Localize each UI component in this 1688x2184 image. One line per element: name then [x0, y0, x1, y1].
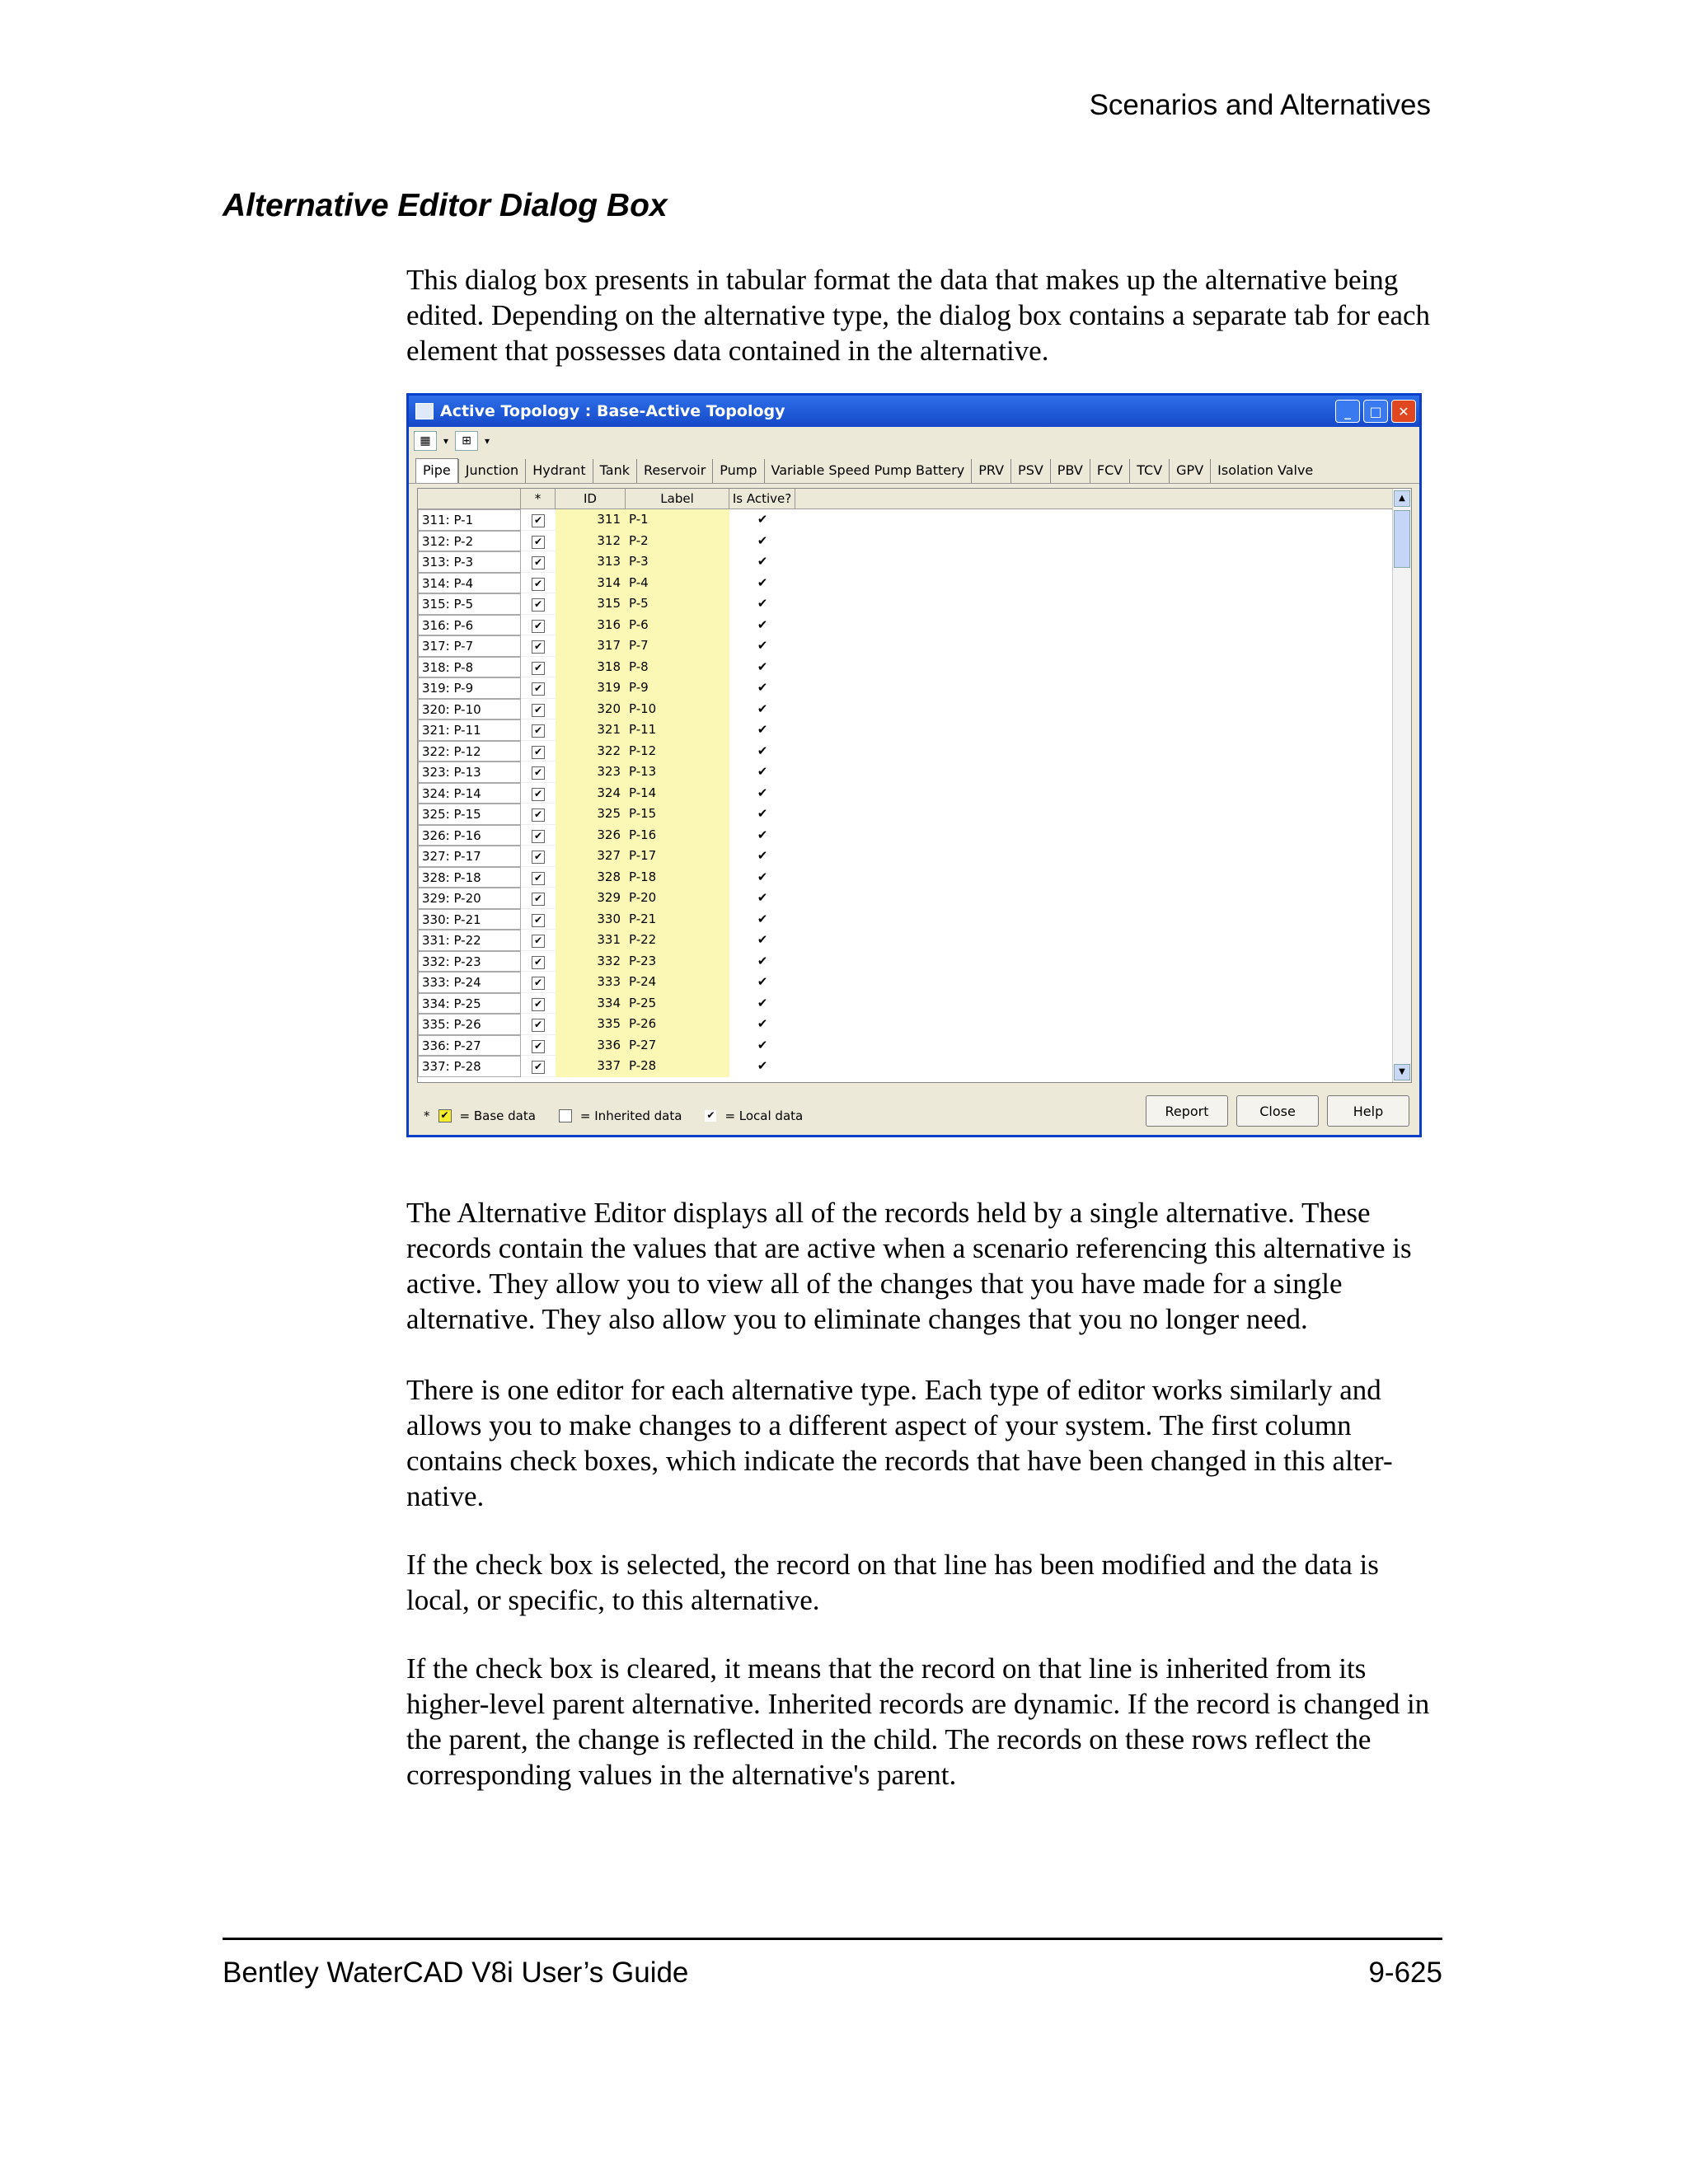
row-header[interactable]: 334: P-25	[418, 993, 521, 1015]
modified-checkbox-cell	[521, 825, 556, 846]
modified-checkbox-cell	[521, 1056, 556, 1077]
is-active-cell	[729, 993, 795, 1015]
is-active-cell	[729, 677, 795, 699]
label-cell: P-16	[626, 825, 729, 846]
is-active-checkbox[interactable]: ✔	[757, 532, 768, 548]
modified-checkbox[interactable]: ✔	[532, 578, 545, 591]
is-active-cell	[729, 531, 795, 552]
table-row[interactable]	[418, 930, 1411, 951]
intro-paragraph: This dialog box presents in tabular format the data that makes up the alternative being edited. Depending on the alternative type, the dialog box contains a separate tab for each element that possesses data contained in the alternative.	[406, 264, 1431, 367]
row-header[interactable]: 325: P-15	[418, 804, 521, 825]
row-header[interactable]: 319: P-9	[418, 677, 521, 699]
is-active-checkbox[interactable]: ✔	[757, 911, 768, 926]
tab-psv[interactable]: PSV	[1010, 459, 1050, 483]
table-row[interactable]	[418, 1056, 1411, 1077]
tab-gpv[interactable]: GPV	[1169, 459, 1210, 483]
id-cell: 332	[556, 951, 626, 972]
id-cell: 311	[556, 509, 626, 531]
modified-checkbox[interactable]: ✔	[532, 766, 545, 780]
is-active-cell	[729, 888, 795, 909]
is-active-checkbox[interactable]: ✔	[757, 764, 768, 779]
dialog-title: Active Topology : Base-Active Topology	[440, 402, 785, 420]
modified-checkbox[interactable]: ✔	[532, 1040, 545, 1053]
minimize-button[interactable]: _	[1335, 400, 1360, 423]
modified-checkbox[interactable]: ✔	[532, 536, 545, 549]
id-cell: 320	[556, 699, 626, 720]
row-header[interactable]: 324: P-14	[418, 783, 521, 804]
table-row[interactable]	[418, 677, 1411, 699]
is-active-cell	[729, 593, 795, 615]
is-active-checkbox[interactable]: ✔	[757, 680, 768, 695]
is-active-cell	[729, 1035, 795, 1057]
legend-base-label: = Base data	[459, 1108, 536, 1123]
modified-checkbox[interactable]: ✔	[532, 598, 545, 612]
close-button[interactable]: Close	[1236, 1095, 1319, 1127]
id-cell: 314	[556, 573, 626, 594]
is-active-cell	[729, 615, 795, 636]
label-cell: P-22	[626, 930, 729, 951]
table-row[interactable]	[418, 699, 1411, 720]
is-active-checkbox[interactable]: ✔	[757, 869, 768, 884]
modified-checkbox[interactable]: ✔	[532, 640, 545, 654]
is-active-cell	[729, 804, 795, 825]
label-cell: P-7	[626, 635, 729, 657]
inherited-data-checkbox-icon	[559, 1109, 572, 1122]
table-row[interactable]	[418, 1014, 1411, 1035]
id-cell: 328	[556, 867, 626, 888]
is-active-checkbox[interactable]: ✔	[757, 616, 768, 632]
alternative-editor-dialog	[406, 393, 1422, 1137]
modified-checkbox-cell	[521, 719, 556, 741]
id-cell: 327	[556, 846, 626, 867]
modified-column-header[interactable]: *	[521, 489, 556, 509]
base-data-checkbox-icon: ✔	[438, 1109, 452, 1122]
scroll-thumb[interactable]	[1394, 510, 1410, 568]
table-row[interactable]	[418, 593, 1411, 615]
table-row[interactable]	[418, 657, 1411, 678]
id-cell: 337	[556, 1056, 626, 1077]
id-cell: 331	[556, 930, 626, 951]
modified-checkbox-cell	[521, 804, 556, 825]
grid-body	[418, 509, 1411, 1077]
table-row[interactable]	[418, 509, 1411, 531]
table-row[interactable]	[418, 551, 1411, 573]
tab-tcv[interactable]: TCV	[1129, 459, 1169, 483]
local-data-checkbox-icon: ✔	[706, 1109, 715, 1121]
table-row[interactable]	[418, 804, 1411, 825]
is-active-checkbox[interactable]: ✔	[757, 638, 768, 653]
is-active-checkbox[interactable]: ✔	[757, 1058, 768, 1073]
row-header[interactable]: 316: P-6	[418, 615, 521, 636]
vertical-scrollbar[interactable]	[1392, 489, 1411, 1082]
row-header[interactable]: 328: P-18	[418, 867, 521, 888]
is-active-checkbox[interactable]: ✔	[757, 658, 768, 674]
label-cell: P-15	[626, 804, 729, 825]
label-column-header[interactable]: Label	[626, 489, 729, 509]
modified-checkbox[interactable]: ✔	[532, 808, 545, 822]
row-header[interactable]: 332: P-23	[418, 951, 521, 972]
is-active-cell	[729, 1056, 795, 1077]
is-active-cell	[729, 867, 795, 888]
id-cell: 336	[556, 1035, 626, 1057]
is-active-cell	[729, 699, 795, 720]
row-header[interactable]: 321: P-11	[418, 719, 521, 741]
modified-checkbox[interactable]: ✔	[532, 1019, 545, 1032]
modified-checkbox-cell	[521, 867, 556, 888]
row-header-cell	[418, 489, 521, 509]
id-cell: 319	[556, 677, 626, 699]
label-cell: P-3	[626, 551, 729, 573]
table-row[interactable]	[418, 867, 1411, 888]
modified-checkbox[interactable]: ✔	[532, 872, 545, 885]
legend-inherited-label: = Inherited data	[579, 1108, 682, 1123]
label-cell: P-24	[626, 972, 729, 993]
modified-checkbox-cell	[521, 993, 556, 1015]
is-active-cell	[729, 762, 795, 783]
table-view-icon[interactable]: ▦	[414, 431, 437, 451]
id-cell: 330	[556, 909, 626, 930]
is-active-cell	[729, 509, 795, 531]
tab-pbv[interactable]: PBV	[1050, 459, 1090, 483]
section-title: Alternative Editor Dialog Box	[223, 188, 668, 223]
id-cell: 322	[556, 741, 626, 762]
row-header[interactable]: 318: P-8	[418, 657, 521, 678]
row-header[interactable]: 315: P-5	[418, 593, 521, 615]
tab-fcv[interactable]: FCV	[1090, 459, 1129, 483]
table-row[interactable]	[418, 993, 1411, 1015]
is-active-checkbox[interactable]: ✔	[757, 596, 768, 611]
label-cell: P-10	[626, 699, 729, 720]
label-cell: P-14	[626, 783, 729, 804]
table-row[interactable]	[418, 1035, 1411, 1057]
modified-checkbox[interactable]: ✔	[532, 788, 545, 801]
tab-variable-speed-pump-battery[interactable]: Variable Speed Pump Battery	[764, 459, 972, 483]
label-cell: P-6	[626, 615, 729, 636]
row-header[interactable]: 314: P-4	[418, 573, 521, 594]
maximize-button[interactable]: □	[1363, 400, 1388, 423]
is-active-checkbox[interactable]: ✔	[757, 574, 768, 590]
is-active-checkbox[interactable]: ✔	[757, 1037, 768, 1052]
row-header[interactable]: 330: P-21	[418, 909, 521, 930]
row-header[interactable]: 317: P-7	[418, 635, 521, 657]
id-cell: 325	[556, 804, 626, 825]
report-button[interactable]: Report	[1146, 1095, 1228, 1127]
label-cell: P-11	[626, 719, 729, 741]
modified-checkbox-cell	[521, 972, 556, 993]
is-active-cell	[729, 930, 795, 951]
help-button[interactable]: Help	[1327, 1095, 1409, 1127]
is-active-cell	[729, 783, 795, 804]
row-header[interactable]: 331: P-22	[418, 930, 521, 951]
id-cell: 318	[556, 657, 626, 678]
modified-checkbox-cell	[521, 888, 556, 909]
id-cell: 333	[556, 972, 626, 993]
is-active-cell	[729, 719, 795, 741]
label-cell: P-20	[626, 888, 729, 909]
is-active-cell	[729, 635, 795, 657]
is-active-cell	[729, 825, 795, 846]
id-cell: 324	[556, 783, 626, 804]
is-active-checkbox[interactable]: ✔	[757, 932, 768, 947]
modified-checkbox[interactable]: ✔	[532, 998, 545, 1011]
id-cell: 335	[556, 1014, 626, 1035]
label-cell: P-18	[626, 867, 729, 888]
label-cell: P-13	[626, 762, 729, 783]
modified-checkbox[interactable]: ✔	[532, 746, 545, 759]
label-cell: P-4	[626, 573, 729, 594]
modified-checkbox[interactable]: ✔	[532, 1061, 545, 1074]
tab-prv[interactable]: PRV	[971, 459, 1010, 483]
modified-checkbox-cell	[521, 741, 556, 762]
is-active-cell	[729, 573, 795, 594]
modified-checkbox-cell	[521, 657, 556, 678]
modified-checkbox-cell	[521, 509, 556, 531]
modified-checkbox[interactable]: ✔	[532, 830, 545, 843]
row-header[interactable]: 311: P-1	[418, 509, 521, 531]
is-active-checkbox[interactable]: ✔	[757, 974, 768, 989]
app-icon	[415, 403, 434, 419]
table-row[interactable]	[418, 573, 1411, 594]
modified-checkbox[interactable]: ✔	[532, 724, 545, 738]
dialog-toolbar	[409, 427, 1419, 455]
label-cell: P-8	[626, 657, 729, 678]
is-active-cell	[729, 741, 795, 762]
modified-checkbox-cell	[521, 573, 556, 594]
label-cell: P-5	[626, 593, 729, 615]
is-active-checkbox[interactable]: ✔	[757, 995, 768, 1010]
modified-checkbox[interactable]: ✔	[532, 620, 545, 633]
is-active-cell	[729, 846, 795, 867]
modified-checkbox[interactable]: ✔	[532, 682, 545, 696]
modified-checkbox-cell	[521, 593, 556, 615]
row-header[interactable]: 312: P-2	[418, 531, 521, 552]
label-cell: P-23	[626, 951, 729, 972]
is-active-cell	[729, 972, 795, 993]
row-header[interactable]: 326: P-16	[418, 825, 521, 846]
row-header[interactable]: 313: P-3	[418, 551, 521, 573]
row-header[interactable]: 335: P-26	[418, 1014, 521, 1035]
label-cell: P-17	[626, 846, 729, 867]
paragraph-2: There is one editor for each alternative type. Each type of editor works similarly and allows you to make changes to a different aspect of your system. The first column contains check boxes, which indicate the records that have been changed in this alter-native.	[406, 1374, 1393, 1512]
modified-checkbox[interactable]: ✔	[532, 893, 545, 906]
is-active-checkbox[interactable]: ✔	[757, 722, 768, 737]
id-cell: 316	[556, 615, 626, 636]
is-active-cell	[729, 909, 795, 930]
tab-isolation-valve[interactable]: Isolation Valve	[1210, 459, 1320, 483]
id-cell: 321	[556, 719, 626, 741]
paragraph-3: If the check box is selected, the record on that line has been modified and the data is local, or specific, to this alternative.	[406, 1549, 1379, 1616]
modified-checkbox[interactable]: ✔	[532, 514, 545, 527]
modified-checkbox[interactable]: ✔	[532, 977, 545, 990]
table-row[interactable]	[418, 719, 1411, 741]
is-active-checkbox[interactable]: ✔	[757, 1016, 768, 1031]
table-row[interactable]	[418, 635, 1411, 657]
table-row[interactable]	[418, 951, 1411, 972]
modified-checkbox[interactable]: ✔	[532, 704, 545, 717]
is-active-cell	[729, 951, 795, 972]
close-window-button[interactable]: ✕	[1391, 400, 1416, 423]
chevron-down-icon[interactable]: ▾	[443, 435, 449, 447]
modified-checkbox-cell	[521, 930, 556, 951]
is-active-column-header[interactable]: Is Active?	[729, 489, 795, 509]
id-cell: 312	[556, 531, 626, 552]
modified-checkbox[interactable]: ✔	[532, 935, 545, 948]
footer-rule	[223, 1938, 1442, 1940]
id-cell: 315	[556, 593, 626, 615]
element-tabs	[409, 455, 1419, 484]
is-active-checkbox[interactable]: ✔	[757, 701, 768, 716]
row-header[interactable]: 336: P-27	[418, 1035, 521, 1057]
footer-book-title: Bentley WaterCAD V8i User’s Guide	[223, 1957, 689, 1989]
grid-header	[418, 489, 1411, 509]
paragraph-4: If the check box is cleared, it means that the record on that line is inherited from its higher-level parent alternative. Inherited records are dynamic. If the record is changed in the parent, the change is reflected in the child. The records on these rows reflect the corresponding values in the alternative's parent.	[406, 1652, 1430, 1791]
is-active-checkbox[interactable]: ✔	[757, 554, 768, 569]
modified-checkbox[interactable]: ✔	[532, 914, 545, 927]
row-header[interactable]: 333: P-24	[418, 972, 521, 993]
modified-checkbox-cell	[521, 1014, 556, 1035]
modified-checkbox[interactable]: ✔	[532, 851, 545, 864]
row-header[interactable]: 323: P-13	[418, 762, 521, 783]
legend-local-label: = Local data	[724, 1108, 804, 1123]
tab-hydrant[interactable]: Hydrant	[525, 459, 592, 483]
table-row[interactable]	[418, 972, 1411, 993]
is-active-checkbox[interactable]: ✔	[757, 806, 768, 821]
is-active-checkbox[interactable]: ✔	[757, 743, 768, 758]
is-active-cell	[729, 657, 795, 678]
id-cell: 329	[556, 888, 626, 909]
id-column-header[interactable]: ID	[556, 489, 626, 509]
scroll-down-icon[interactable]: ▼	[1394, 1064, 1410, 1080]
tab-pump[interactable]: Pump	[712, 459, 763, 483]
label-cell: P-12	[626, 741, 729, 762]
tab-junction[interactable]: Junction	[458, 459, 525, 483]
row-header[interactable]: 337: P-28	[418, 1056, 521, 1077]
modified-checkbox-cell	[521, 677, 556, 699]
is-active-cell	[729, 551, 795, 573]
table-row[interactable]	[418, 615, 1411, 636]
row-header[interactable]: 329: P-20	[418, 888, 521, 909]
label-cell: P-28	[626, 1056, 729, 1077]
modified-checkbox-cell	[521, 909, 556, 930]
modified-checkbox-cell	[521, 551, 556, 573]
table-row[interactable]	[418, 741, 1411, 762]
modified-checkbox[interactable]: ✔	[532, 556, 545, 569]
scroll-up-icon[interactable]: ▲	[1394, 490, 1410, 507]
legend-star: *	[424, 1108, 430, 1123]
table-row[interactable]	[418, 888, 1411, 909]
is-active-checkbox[interactable]: ✔	[757, 827, 768, 842]
id-cell: 326	[556, 825, 626, 846]
is-active-checkbox[interactable]: ✔	[757, 512, 768, 527]
table-row[interactable]	[418, 825, 1411, 846]
modified-checkbox-cell	[521, 783, 556, 804]
row-header[interactable]: 327: P-17	[418, 846, 521, 867]
id-cell: 313	[556, 551, 626, 573]
tab-tank[interactable]: Tank	[593, 459, 636, 483]
table-row[interactable]	[418, 909, 1411, 930]
label-cell: P-25	[626, 993, 729, 1015]
chevron-down-icon[interactable]: ▾	[485, 435, 490, 447]
footer-page-number: 9-625	[1368, 1957, 1442, 1989]
modified-checkbox[interactable]: ✔	[532, 956, 545, 969]
tab-pipe[interactable]: Pipe	[415, 458, 458, 483]
id-cell: 317	[556, 635, 626, 657]
modified-checkbox-cell	[521, 1035, 556, 1057]
id-cell: 334	[556, 993, 626, 1015]
is-active-checkbox[interactable]: ✔	[757, 953, 768, 968]
modified-checkbox-cell	[521, 762, 556, 783]
is-active-checkbox[interactable]: ✔	[757, 848, 768, 863]
records-grid	[417, 488, 1412, 1083]
modified-checkbox-cell	[521, 951, 556, 972]
table-row[interactable]	[418, 846, 1411, 867]
row-header[interactable]: 322: P-12	[418, 741, 521, 762]
label-cell: P-9	[626, 677, 729, 699]
legend	[424, 1108, 803, 1123]
modified-checkbox[interactable]: ✔	[532, 662, 545, 675]
modified-checkbox-cell	[521, 615, 556, 636]
is-active-checkbox[interactable]: ✔	[757, 785, 768, 800]
is-active-cell	[729, 1014, 795, 1035]
label-cell: P-26	[626, 1014, 729, 1035]
id-cell: 323	[556, 762, 626, 783]
tab-reservoir[interactable]: Reservoir	[636, 459, 712, 483]
is-active-checkbox[interactable]: ✔	[757, 890, 768, 905]
filter-icon[interactable]: ⊞	[455, 431, 478, 451]
table-row[interactable]	[418, 531, 1411, 552]
modified-checkbox-cell	[521, 699, 556, 720]
table-row[interactable]	[418, 762, 1411, 783]
label-cell: P-21	[626, 909, 729, 930]
table-row[interactable]	[418, 783, 1411, 804]
row-header[interactable]: 320: P-10	[418, 699, 521, 720]
paragraph-1: The Alternative Editor displays all of the records held by a single alternative. These records contain the values that are active when a scenario referencing this alternative is active. They allow you to view all of the changes that you have made for a single alternative. They also allow you to eliminate changes that you no longer need.	[406, 1197, 1412, 1335]
dialog-titlebar[interactable]	[409, 396, 1419, 427]
label-cell: P-1	[626, 509, 729, 531]
modified-checkbox-cell	[521, 635, 556, 657]
modified-checkbox-cell	[521, 846, 556, 867]
modified-checkbox-cell	[521, 531, 556, 552]
label-cell: P-2	[626, 531, 729, 552]
label-cell: P-27	[626, 1035, 729, 1057]
running-head: Scenarios and Alternatives	[1089, 89, 1431, 121]
